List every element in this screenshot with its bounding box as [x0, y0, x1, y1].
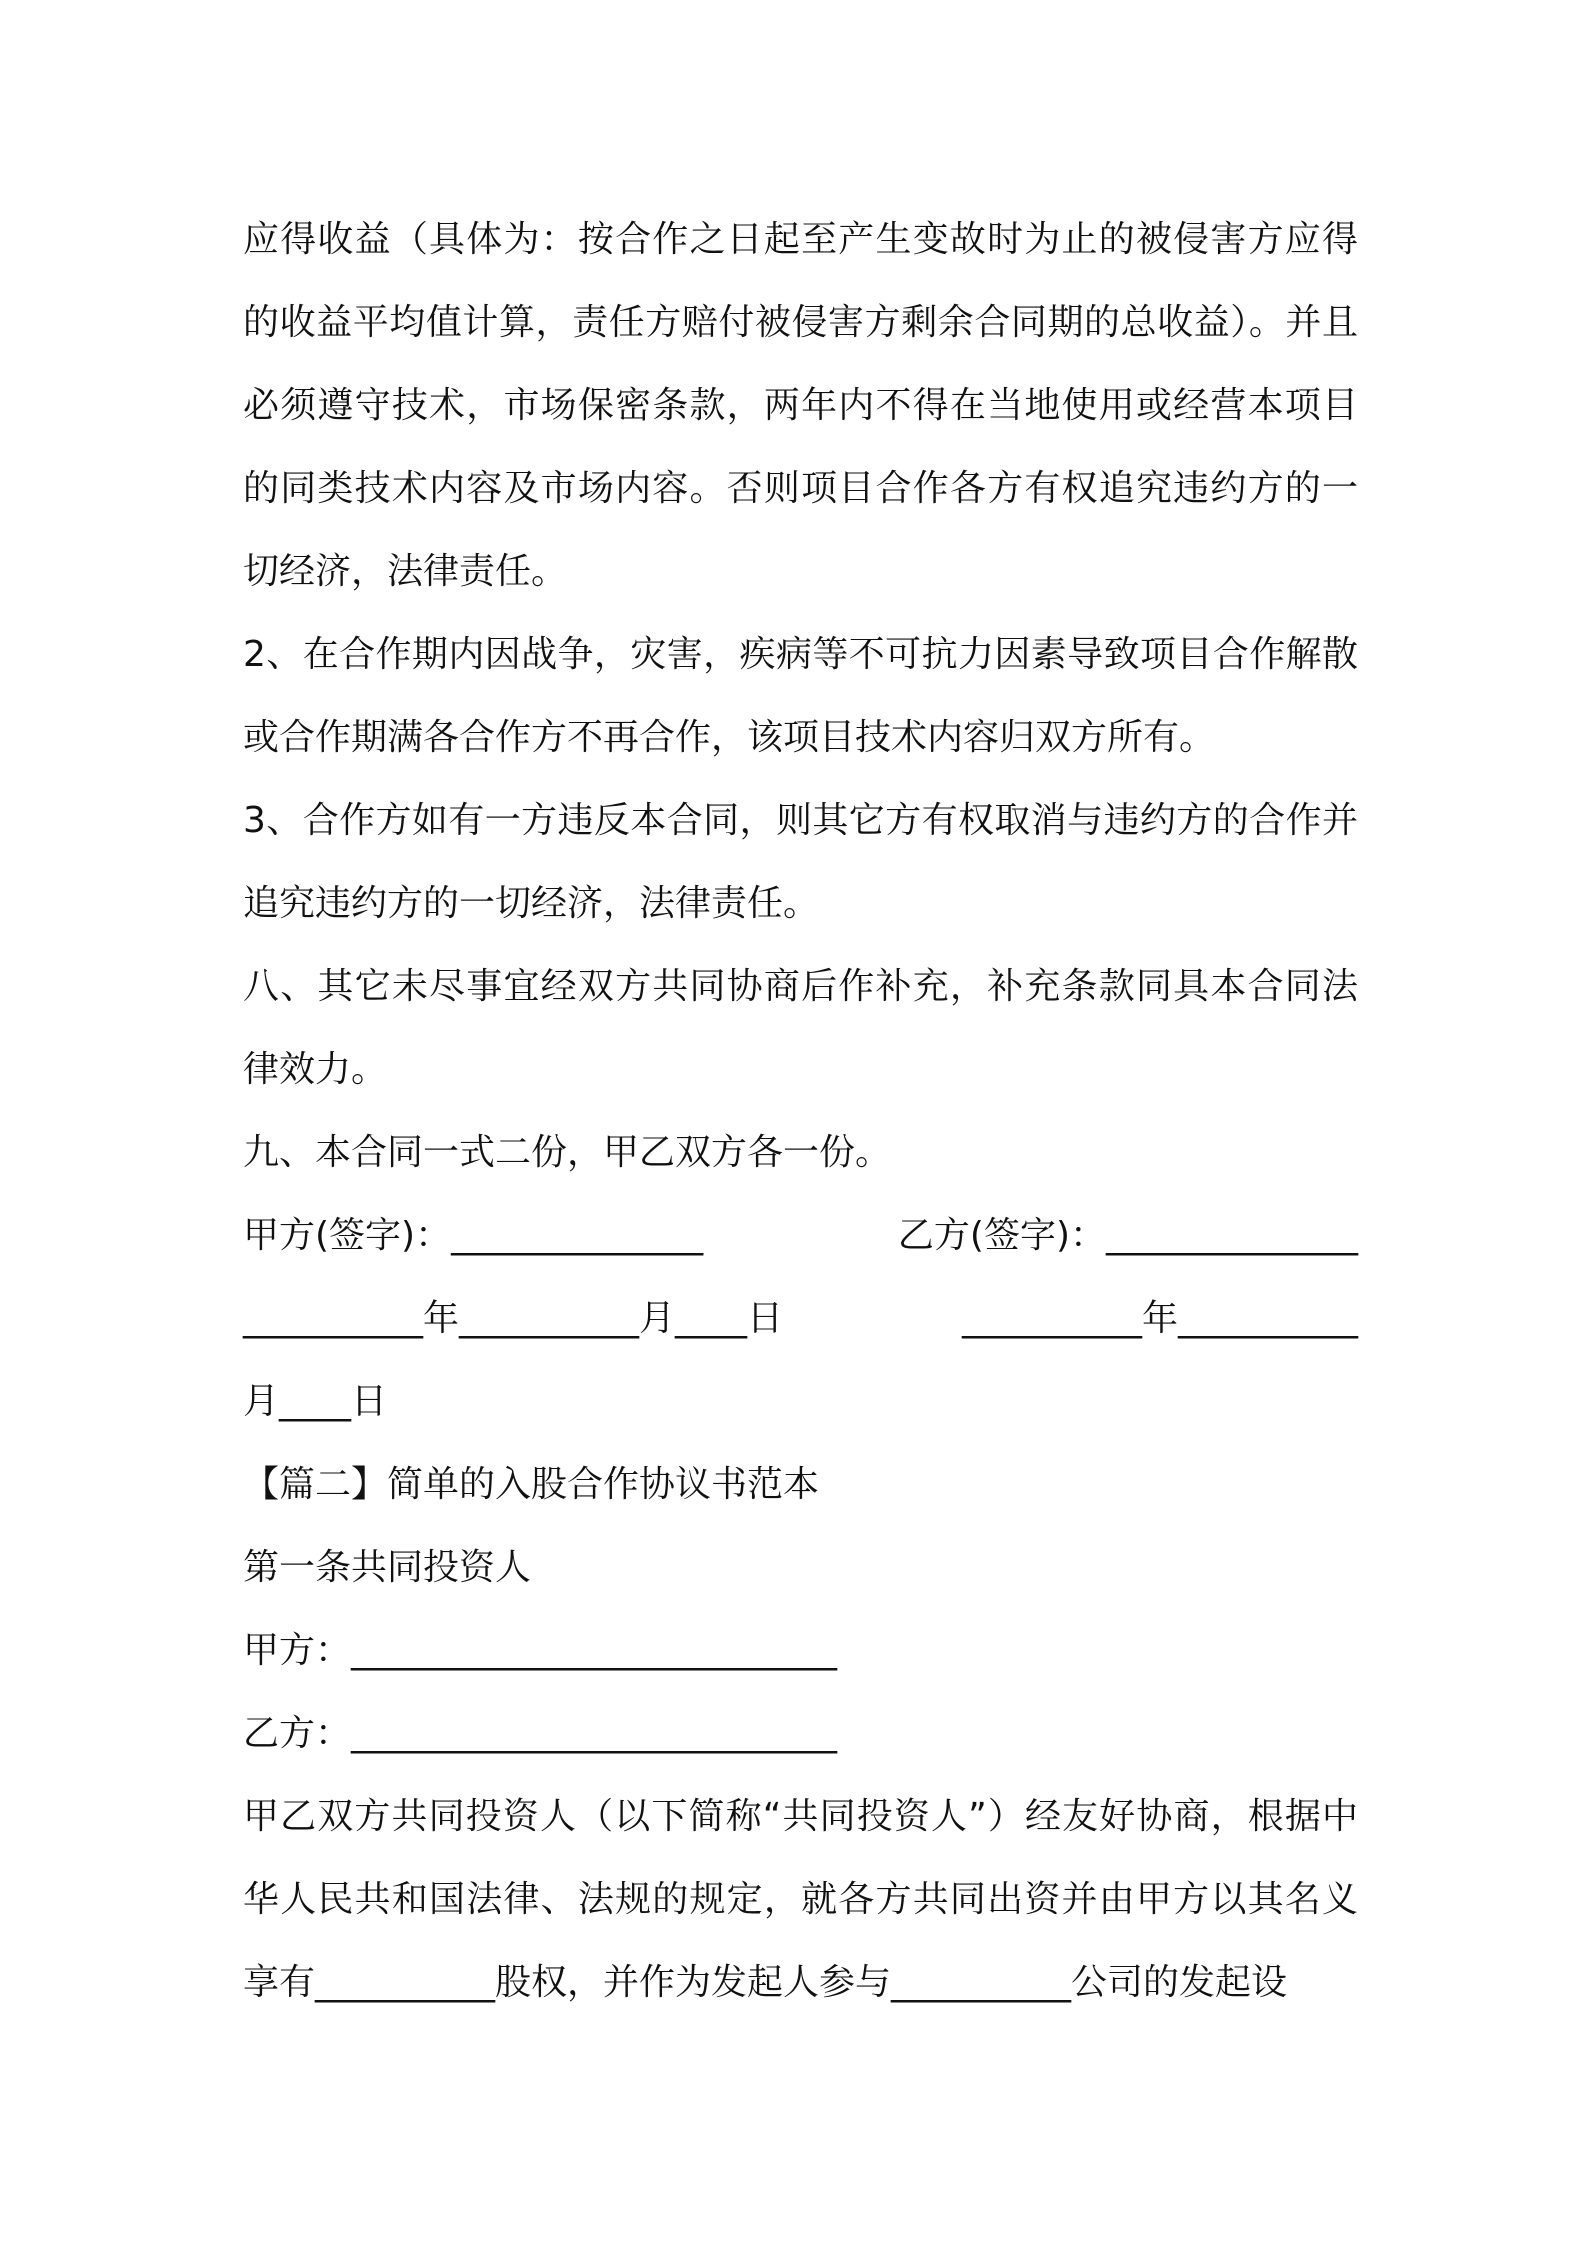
document-body — [243, 198, 1358, 2024]
paragraph-copies: 九、本合同一式二份，甲乙双方各一份。 — [243, 1132, 892, 1173]
article-heading: 第一条共同投资人 — [243, 1547, 532, 1588]
signature-row — [243, 1194, 1358, 1277]
date-row — [243, 1277, 1358, 1360]
paragraph-investors: 甲乙双方共同投资人（以下简称“共同投资人”）经友好协商，根据中华人民共和国法律、法规的规定，就各方共同出资并由甲方以其名义享有__________股权，并作为发起人参与__________公司的发起设 — [243, 1796, 1358, 2003]
paragraph-breach: 3、合作方如有一方违反本合同，则其它方有权取消与违约方的合作并追究违约方的一切经济，法律责任。 — [243, 800, 1358, 924]
paragraph-supplementary: 八、其它未尽事宜经双方共同协商后作补充，补充条款同具本合同法律效力。 — [243, 966, 1358, 1090]
paragraph-compensation: 应得收益（具体为：按合作之日起至产生变故时为止的被侵害方应得的收益平均值计算，责任方赔付被侵害方剩余合同期的总收益）。并且必须遵守技术，市场保密条款，两年内不得在当地使用或经营本项目的同类技术内容及市场内容。否则项目合作各方有权追究违约方的一切经济，法律责任。 — [243, 219, 1358, 592]
party-b-signature: 乙方(签字)：______________ — [897, 1215, 1358, 1256]
party-b-date: __________年__________ — [962, 1298, 1358, 1339]
party-a-field: 甲方：___________________________ — [243, 1630, 838, 1671]
section-title: 【篇二】简单的入股合作协议书范本 — [243, 1464, 820, 1505]
party-a-signature: 甲方(签字)：______________ — [243, 1215, 704, 1256]
party-b-field: 乙方：___________________________ — [243, 1713, 838, 1754]
paragraph-force-majeure: 2、在合作期内因战争，灾害，疾病等不可抗力因素导致项目合作解散或合作期满各合作方不再合作，该项目技术内容归双方所有。 — [243, 634, 1358, 758]
party-a-date: __________年__________月____日 — [243, 1298, 783, 1339]
date-row-continued: 月____日 — [243, 1381, 388, 1422]
